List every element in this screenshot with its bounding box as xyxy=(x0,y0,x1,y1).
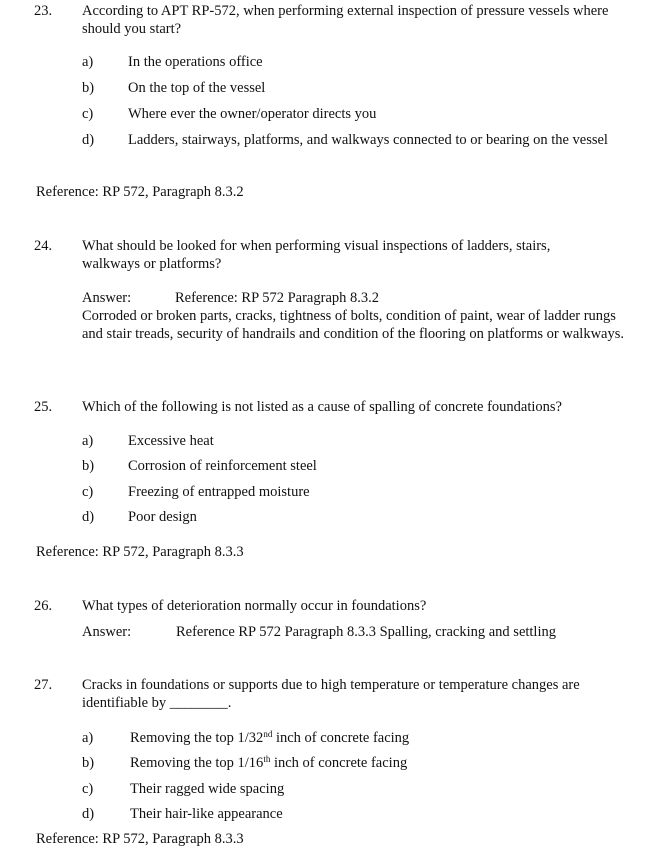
option-letter: d) xyxy=(82,509,95,525)
option-letter: b) xyxy=(82,755,95,771)
option-letter: b) xyxy=(82,458,95,474)
question-number: 27. xyxy=(34,677,53,693)
option-text: In the operations office xyxy=(128,54,263,70)
answer-text: Corroded or broken parts, cracks, tightness of bolts, condition of paint, wear of ladder rungs and stair treads, security of handrails and condition of the flooring on platforms or walkways. xyxy=(82,308,625,342)
question-text: Which of the following is not listed as a cause of spalling of concrete foundations? xyxy=(82,399,562,415)
question-text-line2-label: identifiable by xyxy=(82,695,167,711)
question-text-line2 xyxy=(82,694,231,712)
option-text-pre: Removing the top 1/32 xyxy=(130,730,264,746)
option-letter: a) xyxy=(82,433,94,449)
question-number: 23. xyxy=(34,3,53,19)
option-letter: c) xyxy=(82,781,94,797)
answer-label: Answer: xyxy=(82,624,132,640)
option-letter: c) xyxy=(82,106,94,122)
answer-text: Reference RP 572 Paragraph 8.3.3 Spalling, cracking and settling xyxy=(176,624,556,640)
option-text xyxy=(130,754,407,772)
option-text: On the top of the vessel xyxy=(128,80,266,96)
option-letter: c) xyxy=(82,484,94,500)
question-text-line1: Cracks in foundations or supports due to high temperature or temperature changes are xyxy=(82,677,580,693)
question-number: 25. xyxy=(34,399,53,415)
answer-label: Answer: xyxy=(82,290,132,306)
option-letter: a) xyxy=(82,54,94,70)
question-text: What types of deterioration normally occur in foundations? xyxy=(82,598,427,614)
reference: Reference: RP 572, Paragraph 8.3.3 xyxy=(36,544,244,560)
question-number: 24. xyxy=(34,238,53,254)
option-text: Excessive heat xyxy=(128,433,214,449)
ordinal-suffix: nd xyxy=(263,729,273,739)
option-letter: b) xyxy=(82,80,95,96)
option-text-post: inch of concrete facing xyxy=(272,730,410,746)
option-text: Where ever the owner/operator directs you xyxy=(128,106,377,122)
option-letter: a) xyxy=(82,730,94,746)
option-text: Corrosion of reinforcement steel xyxy=(128,458,317,474)
option-text: Freezing of entrapped moisture xyxy=(128,484,310,500)
answer-blank: ________. xyxy=(169,695,232,711)
option-text-post: inch of concrete facing xyxy=(270,755,408,771)
option-letter: d) xyxy=(82,806,95,822)
option-text: Their hair-like appearance xyxy=(130,806,283,822)
question-text: What should be looked for when performing visual inspections of ladders, stairs, walkways or platforms? xyxy=(82,238,551,272)
option-text xyxy=(130,729,409,747)
option-text: Their ragged wide spacing xyxy=(130,781,285,797)
question-number: 26. xyxy=(34,598,53,614)
ordinal-suffix: th xyxy=(263,754,271,764)
reference: Reference: RP 572, Paragraph 8.3.3 xyxy=(36,831,244,847)
question-text: According to APT RP-572, when performing external inspection of pressure vessels where should you start? xyxy=(82,3,609,37)
option-text: Poor design xyxy=(128,509,197,525)
reference: Reference: RP 572, Paragraph 8.3.2 xyxy=(36,184,244,200)
option-letter: d) xyxy=(82,132,95,148)
option-text: Ladders, stairways, platforms, and walkways connected to or bearing on the vessel xyxy=(128,132,608,148)
answer-reference: Reference: RP 572 Paragraph 8.3.2 xyxy=(175,290,380,306)
option-text-pre: Removing the top 1/16 xyxy=(130,755,264,771)
